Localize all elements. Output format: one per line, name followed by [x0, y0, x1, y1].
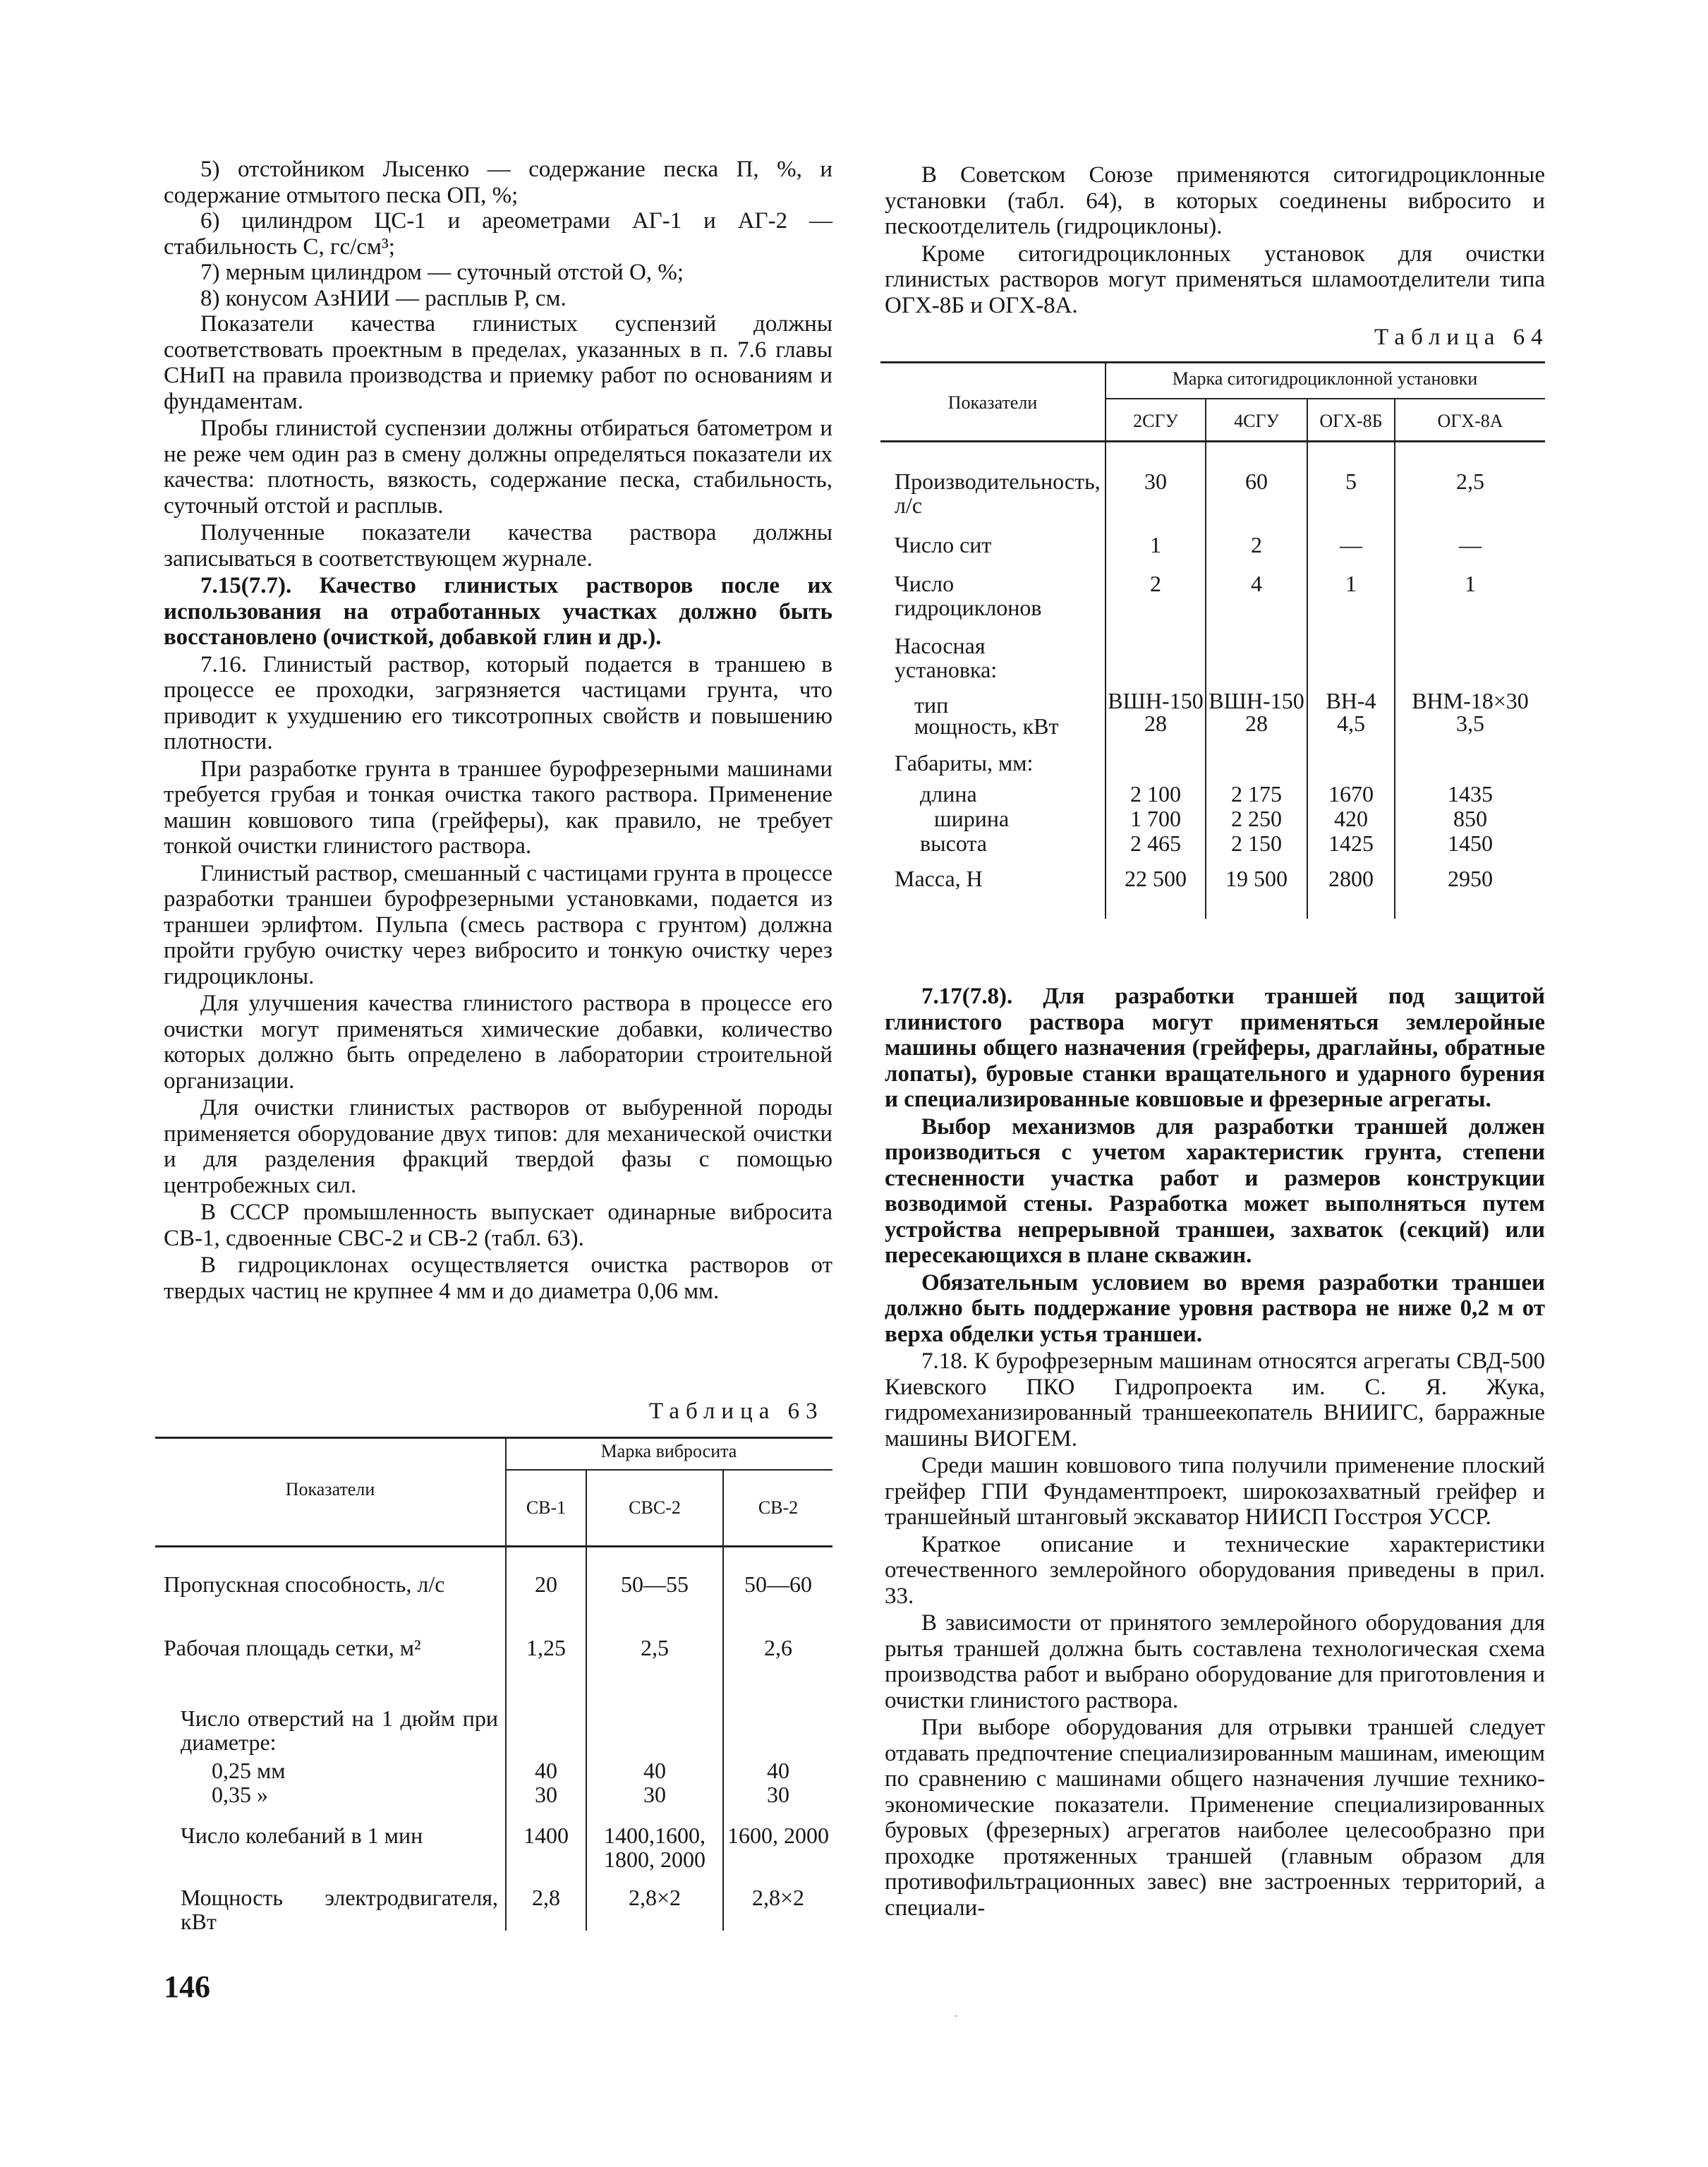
- paragraph: 7) мерным цилиндром — суточный отстой О, %;: [200, 260, 684, 285]
- table63-cell: 1,25: [526, 1635, 566, 1660]
- paragraph: В гидроциклонах осуществляется очистка растворов от твердых частиц не крупнее 4 мм и до диаметра 0,06 мм.: [164, 1252, 832, 1304]
- paragraph: Для очистки глинистых растворов от выбуренной породы применяется оборудование двух типов: для механической очистки и для разделения фракций твердой фазы с помощью центробежных сил.: [164, 1095, 832, 1198]
- table63-caption: Таблица 63: [649, 1399, 824, 1424]
- table63-cell: 1400,1600, 1800, 2000: [604, 1823, 705, 1872]
- table64-cell: 30: [1144, 469, 1167, 494]
- table63-row-label: Число отверстий на 1 дюйм при диаметре:: [181, 1706, 498, 1755]
- paragraph: При разработке грунта в траншее бурофрезерными машинами требуется грубая и тонкая очистка такого раствора. Применение машин ковшового типа (грейферы), как правило, не требует тонкой очистки глинистого раствора.: [164, 756, 832, 859]
- table64-cell: ВШН-150: [1209, 688, 1304, 713]
- table63-cell: 30: [535, 1782, 557, 1807]
- table63-cell: 1600, 2000: [727, 1823, 829, 1848]
- table63-cell: 2,8×2: [751, 1885, 805, 1910]
- table64-cell: 2950: [1448, 866, 1493, 891]
- table63-row-label: 0,35 »: [212, 1782, 268, 1807]
- table64-row-label: ширина: [934, 806, 1010, 831]
- paragraph: В СССР промышленность выпускает одинарные вибросита СВ-1, сдвоенные СВС-2 и СВ-2 (табл. 63).: [164, 1200, 832, 1251]
- table64-col-header: Показатели: [947, 392, 1038, 413]
- table64-cell: 28: [1144, 711, 1167, 736]
- table63-cell: 2,5: [641, 1635, 669, 1660]
- table64-row-label: мощность, кВт: [914, 713, 1059, 739]
- table63-row-label: 0,25 мм: [212, 1758, 286, 1783]
- table64-cell: 1 700: [1130, 806, 1181, 831]
- table64-cell: —: [1459, 532, 1482, 557]
- table63-cell: 20: [535, 1571, 557, 1597]
- table64-cell: —: [1340, 532, 1362, 557]
- paragraph: Для улучшения качества глинистого раствора в процессе его очистки могут применяться химические добавки, количество которых должно быть определено в лаборатории строительной организации.: [164, 991, 832, 1094]
- paragraph: Обязательным условием во время разработки траншеи должно быть поддержание уровня раствора не ниже 0,2 м от верха обделки устья траншеи.: [885, 1269, 1545, 1347]
- table63-cell: 40: [535, 1758, 557, 1783]
- table64-cell: 2,5: [1456, 469, 1484, 494]
- table64-top-rule: [880, 361, 1545, 363]
- paragraph: Среди машин ковшового типа получили применение плоский грейфер ГПИ Фундаментпроект, широкозахватный грейфер и траншейный штанговый экскаватор НИИСП Госстроя УССР.: [885, 1453, 1545, 1530]
- table64-cell: 5: [1345, 469, 1357, 494]
- right-column-bottom: [885, 984, 1545, 1921]
- table64-caption: Таблица 64: [1374, 325, 1549, 350]
- section-7-18: 7.18. К бурофрезерным машинам относятся агрегаты СВД-500 Киевского ПКО Гидропроекта им. С. Я. Жука, гидромеханизированный траншеекопатель ВНИИГС, барражные машины ВИОГЕМ.: [885, 1348, 1545, 1451]
- table63-cell: 30: [643, 1782, 666, 1807]
- table64-header-rule: [880, 440, 1545, 442]
- table63-divider: [586, 1471, 587, 1931]
- table63-cell: 40: [643, 1758, 666, 1783]
- table63-cell: 50—55: [621, 1571, 689, 1597]
- table64-cell: 1: [1150, 532, 1161, 557]
- section-7-15: 7.15(7.7). Качество глинистых растворов после их использования на отработанных участках должно быть восстановлено (очисткой, добавкой глин и др.).: [164, 573, 832, 650]
- table64-cell: 1: [1345, 571, 1357, 596]
- table63-cell: 2,8×2: [628, 1885, 682, 1910]
- table63-cell: 1400: [523, 1823, 569, 1848]
- section-7-16: 7.16. Глинистый раствор, который подается в траншею в процессе ее проходки, загрязняется частицами грунта, что приводит к ухудшению его тиксотропных свойств и повышению плотности.: [164, 651, 832, 754]
- table63-column-header: СВ-1: [526, 1497, 567, 1518]
- paragraph: Показатели качества глинистых суспензий должны соответствовать проектным в пределах, указанных в п. 7.6 главы СНиП на правила производства и приемку работ по основаниям и фундаментам.: [164, 311, 832, 414]
- paragraph: 8) конусом АзНИИ — расплыв Р, см.: [200, 285, 567, 311]
- table64-cell: 3,5: [1456, 711, 1484, 736]
- table63-row-label: Рабочая площадь сетки, м²: [164, 1635, 421, 1660]
- table64-cell: ВНМ-18×30: [1412, 688, 1529, 713]
- table64-row-label: тип: [914, 692, 949, 718]
- table63-header-rule: [155, 1545, 832, 1547]
- table64-row-label: Насосная установка:: [895, 633, 998, 682]
- table64-cell: 1: [1465, 571, 1476, 596]
- table64-cell: 60: [1245, 469, 1268, 494]
- table64-row-label: Масса, Н: [895, 866, 983, 891]
- table64-row-label: Габариты, мм:: [895, 750, 1034, 775]
- table64-column-header: ОГХ-8А: [1437, 411, 1503, 431]
- paragraph: Пробы глинистой суспензии должны отбираться батометром и не реже чем один раз в смену должны определяться показатели их качества: плотность, вязкость, содержание песка, стабильность, суточный отстой и расплыв.: [164, 416, 832, 519]
- left-column: [164, 157, 832, 1304]
- table64-cell: 2 100: [1130, 781, 1181, 807]
- table63-cell: 2,6: [764, 1635, 792, 1660]
- paragraph: Выбор механизмов для разработки траншей должен производиться с учетом характеристик грунта, степени стесненности участка работ и размеров конструкции возводимой стены. Разработка может выполняться путем устройства непрерывной траншеи, захваток (секций) или пересекающихся в плане скважин.: [885, 1113, 1545, 1268]
- paragraph: Кроме ситогидроциклонных установок для очистки глинистых растворов могут применяться шламоотделители типа ОГХ-8Б и ОГХ-8А.: [885, 241, 1545, 318]
- table64-cell: 1670: [1328, 781, 1374, 807]
- table64-cell: 2 465: [1130, 831, 1181, 856]
- paragraph: Глинистый раствор, смешанный с частицами грунта в процессе разработки траншеи бурофрезерными установками, подается из траншеи эрлифтом. Пульпа (смесь раствора с грунтом) должна пройти грубую очистку через вибросито и тонкую очистку через гидроциклоны.: [164, 860, 832, 989]
- table64-cell: 2: [1251, 532, 1262, 557]
- table64-cell: 1425: [1328, 831, 1374, 856]
- table64-cell: 19 500: [1225, 866, 1288, 891]
- table63-group-rule: [507, 1469, 832, 1471]
- paragraph: 6) цилиндром ЦС-1 и ареометрами АГ-1 и АГ-2 — стабильность С, гс/см³;: [164, 208, 832, 260]
- paragraph: В зависимости от принятого землеройного оборудования для рытья траншей должна быть составлена технологическая схема производства работ и выбрано оборудование для приготовления и очистки глинистого раствора.: [885, 1610, 1545, 1713]
- table64-cell: 2 175: [1231, 781, 1282, 807]
- section-7-17: 7.17(7.8). Для разработки траншей под защитой глинистого раствора могут применяться землеройные машины общего назначения (грейферы, драглайны, обратные лопаты), буровые станки вращательного и ударного бурения и специализированные ковшовые и фрезерные агрегаты.: [885, 984, 1545, 1112]
- table64-cell: 4: [1251, 571, 1262, 596]
- table63-group-header: Марка вибросита: [600, 1441, 737, 1461]
- paragraph: 5) отстойником Лысенко — содержание песка П, %, и содержание отмытого песка ОП, %;: [164, 157, 832, 208]
- table64-cell: 2800: [1328, 866, 1374, 891]
- table64-row-label: Число гидроциклонов: [895, 571, 1042, 620]
- table64-cell: 850: [1453, 806, 1487, 831]
- table64-cell: 1435: [1448, 781, 1493, 807]
- table64-cell: 2 150: [1231, 831, 1282, 856]
- paragraph: Полученные показатели качества раствора должны записываться в соответствующем журнале.: [164, 520, 832, 572]
- table64-cell: 420: [1334, 806, 1368, 831]
- scan-speck: [955, 2015, 957, 2017]
- paragraph: При выборе оборудования для отрывки траншей следует отдавать предпочтение специализированным машинам, имеющим по сравнению с машинами общего назначения лучшие технико-экономические показатели. Применение специализированных буровых (фрезерных) агрегатов наиболее целесообразно при проходке протяженных траншей (главным образом для противофильтрационных завес) вне застроенных территорий, а специали-: [885, 1715, 1545, 1921]
- paragraph: Краткое описание и технические характеристики отечественного землеройного оборудования приведены в прил. 33.: [885, 1531, 1545, 1609]
- table63-column-header: СВС-2: [629, 1497, 681, 1518]
- table64-column-header: 4СГУ: [1234, 411, 1279, 431]
- table63-col-header: Показатели: [285, 1479, 375, 1499]
- table64-row-label: длина: [920, 781, 977, 807]
- table64-cell: 2: [1150, 571, 1161, 596]
- table64-cell: 4,5: [1337, 711, 1365, 736]
- table63-row-label: Число колебаний в 1 мин: [181, 1823, 423, 1848]
- table63-row-label: Пропускная способность, л/с: [164, 1571, 445, 1597]
- paragraph: В Советском Союзе применяются ситогидроциклонные установки (табл. 64), в которых соединены вибросито и пескоотделитель (гидроциклоны).: [885, 162, 1545, 239]
- table63-cell: 30: [767, 1782, 789, 1807]
- right-column-top: [885, 162, 1545, 318]
- table63-cell: 50—60: [744, 1571, 812, 1597]
- table63-top-rule: [155, 1437, 832, 1439]
- table63-column-header: СВ-2: [758, 1497, 799, 1518]
- table63-cell: 40: [767, 1758, 789, 1783]
- page-number: 146: [164, 1969, 210, 2004]
- table64-cell: 22 500: [1125, 866, 1187, 891]
- table64-cell: 28: [1245, 711, 1268, 736]
- table64-cell: 1450: [1448, 831, 1493, 856]
- table64-group-rule: [1106, 398, 1545, 399]
- table63-cell: 2,8: [532, 1885, 560, 1910]
- table63-row-label: Мощность электродвигателя, кВт: [181, 1885, 498, 1934]
- table64-cell: 2 250: [1231, 806, 1282, 831]
- table64-group-header: Марка ситогидроциклонной установки: [1172, 368, 1478, 389]
- table64-cell: ВН-4: [1326, 688, 1376, 713]
- table64-cell: ВШН-150: [1108, 688, 1204, 713]
- table64-row-label: Производительность, л/с: [895, 469, 1101, 518]
- table64-column-header: ОГХ-8Б: [1319, 411, 1383, 431]
- table64-column-header: 2СГУ: [1133, 411, 1178, 431]
- table63-divider: [722, 1471, 724, 1931]
- table64-row-label: Число сит: [895, 532, 992, 557]
- table64-row-label: высота: [920, 831, 987, 856]
